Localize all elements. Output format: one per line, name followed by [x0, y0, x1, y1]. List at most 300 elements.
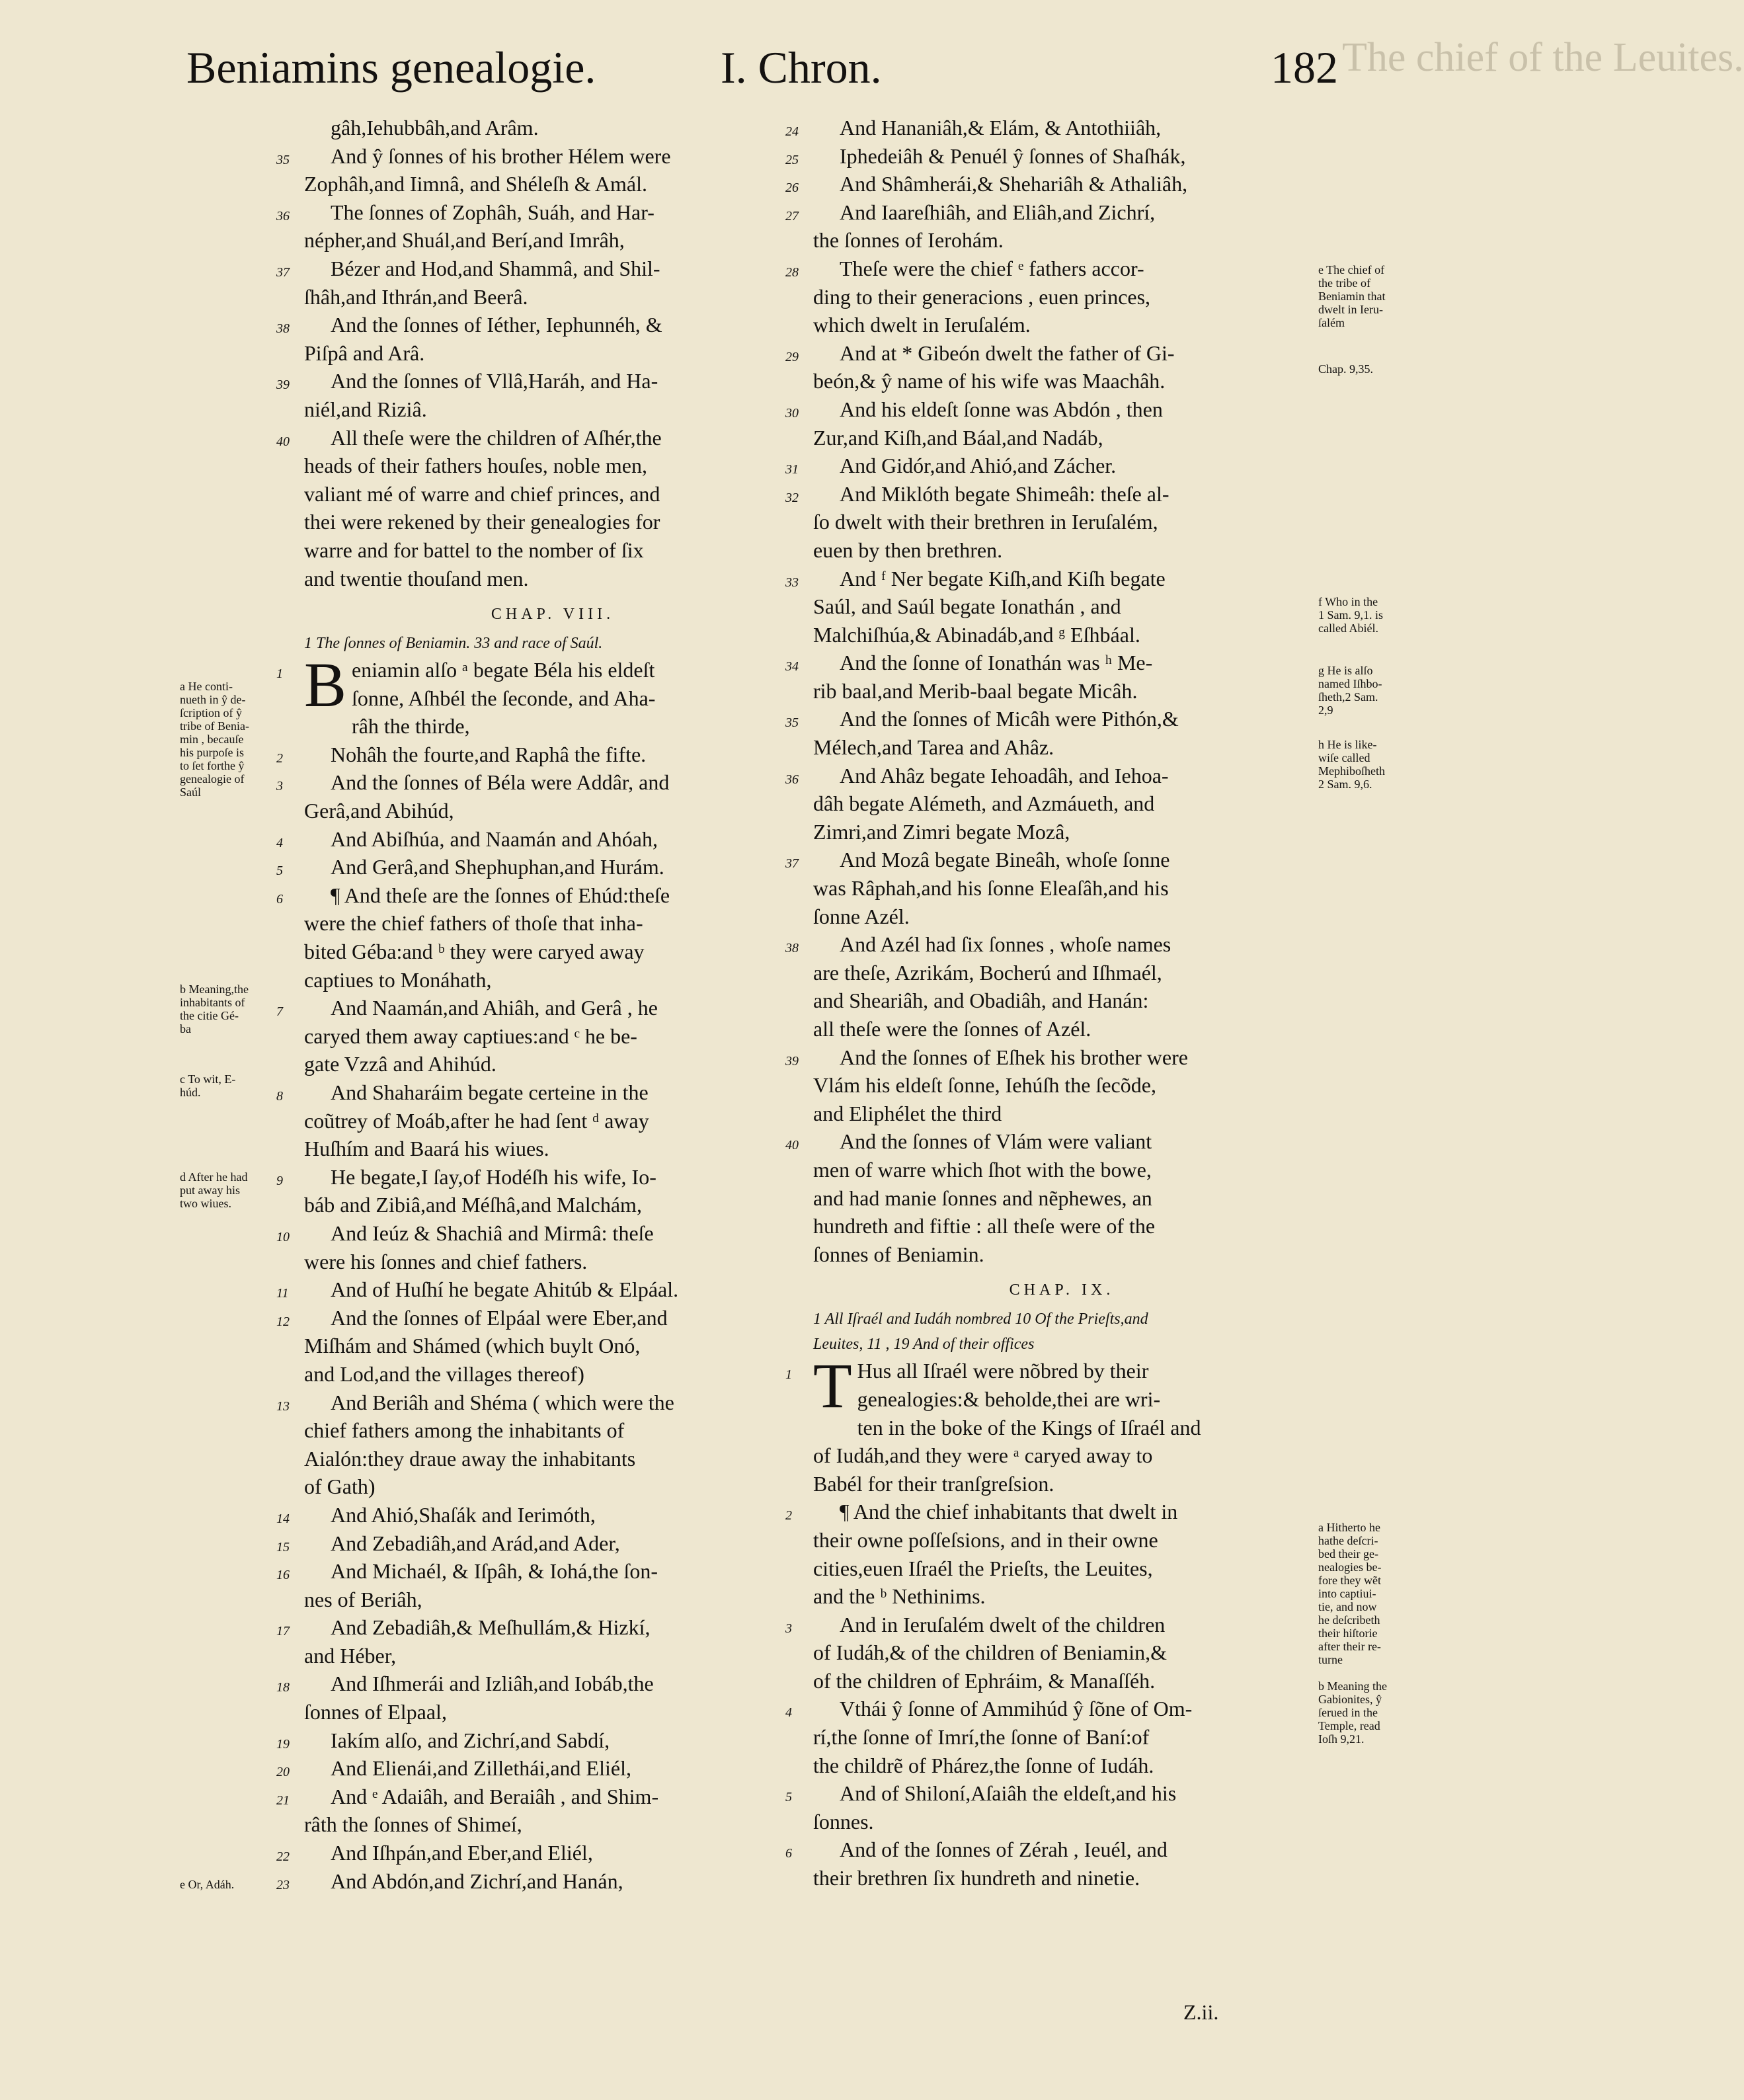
text-line: and the ᵇ Nethinims. — [813, 1584, 986, 1609]
verse — [785, 142, 1310, 171]
verse-number: 16 — [276, 1568, 290, 1583]
text-line: gate Vzzâ and Ahihúd. — [304, 1052, 496, 1076]
verse — [276, 994, 801, 1078]
text-line: Zimri,and Zimri begate Mozâ, — [813, 819, 1070, 844]
text-line: heads of their fathers houſes, noble men, — [304, 454, 647, 478]
verse — [276, 424, 801, 593]
verse-number: 26 — [785, 181, 799, 196]
margin-note — [180, 1878, 234, 1891]
text-line: Theſe were the chief ᵉ fathers accor- — [840, 256, 1144, 280]
text-line: Mélech,and Tarea and Ahâz. — [813, 735, 1054, 760]
margin-note-line: b Meaning the — [1318, 1679, 1387, 1693]
text-line: which dwelt in Ieruſalém. — [813, 313, 1031, 337]
verse — [785, 846, 1310, 930]
margin-note-line: dwelt in Ieru- — [1318, 303, 1383, 316]
verse-number: 9 — [276, 1173, 283, 1188]
text-line: And Mozâ begate Bineâh, whoſe ſonne — [840, 848, 1170, 872]
verse — [276, 1557, 801, 1613]
verse-number: 6 — [276, 891, 283, 907]
margin-note-line: into captiui- — [1318, 1587, 1376, 1600]
margin-note-line: a He conti- — [180, 680, 233, 693]
margin-note-line: ſcription of ŷ — [180, 706, 242, 719]
verse-number: 17 — [276, 1624, 290, 1639]
text-line: And at * Gibeón dwelt the father of Gi- — [840, 341, 1175, 365]
verse-number: 2 — [785, 1508, 792, 1523]
verse-number: 24 — [785, 124, 799, 139]
text-line: And the ſonnes of Vllâ,Haráh, and Ha- — [331, 369, 658, 393]
text-line: Babél for their tranſgreſsion. — [813, 1471, 1054, 1496]
text-line: Aialón:they draue away the inhabitants — [304, 1446, 636, 1471]
text-line: the ſonnes of Ierohám. — [813, 228, 1004, 253]
verse — [276, 649, 801, 741]
margin-note-line: to ſet forthe ŷ — [180, 759, 245, 772]
verse — [785, 480, 1310, 565]
verse — [276, 198, 801, 255]
margin-note-line: hathe deſcri- — [1318, 1534, 1378, 1547]
page-number: 182 — [1271, 42, 1338, 93]
text-line: ten in the boke of the Kings of Iſraél and — [857, 1415, 1201, 1439]
text-line: And Elienái,and Zillethái,and Eliél, — [331, 1756, 631, 1781]
text-line: and Sheariâh, and Obadiâh, and Hanán: — [813, 989, 1149, 1013]
margin-note-line: Gabionites, ŷ — [1318, 1693, 1382, 1706]
verse — [785, 395, 1310, 452]
margin-note-line: genealogie of — [180, 772, 245, 786]
margin-note-line: Chap. 9,35. — [1318, 362, 1373, 376]
text-line: Iakím alſo, and Zichrí,and Sabdí, — [331, 1728, 610, 1752]
verse-number: 27 — [785, 208, 799, 223]
margin-note — [180, 983, 249, 1035]
text-line: And Iaareſhiâh, and Eliâh,and Zichrí, — [840, 200, 1156, 224]
margin-note-line: nealogies be- — [1318, 1560, 1382, 1574]
margin-note-line: named Iſhbo- — [1318, 677, 1382, 690]
verse — [785, 1127, 1310, 1268]
text-line: And ᵉ Adaiâh, and Beraiâh , and Shim- — [331, 1784, 659, 1808]
drop-capital: T — [813, 1350, 852, 1422]
verse-number: 25 — [785, 152, 799, 167]
text-line: And Iſhmerái and Izliâh,and Iobáb,the — [331, 1672, 654, 1696]
chapter-9-verses — [785, 1350, 1310, 1892]
chapter-8-verses — [276, 649, 801, 1895]
text-line: rib baal,and Merib-baal begate Micâh. — [813, 678, 1138, 703]
verse — [785, 1779, 1310, 1836]
margin-note-line: tribe of Benia- — [180, 719, 249, 733]
text-line: And Iſhpán,and Eber,and Eliél, — [331, 1841, 593, 1865]
verse-number: 34 — [785, 659, 799, 674]
margin-note-line: wiſe called — [1318, 751, 1370, 764]
verse — [276, 311, 801, 367]
text-line: And the ſonne of Ionathán was ʰ Me- — [840, 651, 1153, 675]
verse — [276, 1867, 801, 1896]
margin-note-line: tie, and now — [1318, 1600, 1377, 1613]
text-line: And Michaél, & Iſpâh, & Iohá,the ſon- — [331, 1559, 658, 1584]
verse — [276, 367, 801, 423]
verse-number: 38 — [785, 941, 799, 956]
verse-number: 18 — [276, 1680, 290, 1695]
text-line: He begate,I ſay,of Hodéſh his wife, Io- — [331, 1164, 656, 1189]
text-line: Zophâh,and Iimnâ, and Shéleſh & Amál. — [304, 172, 647, 196]
verse — [276, 1389, 801, 1501]
margin-note-line: called Abiél. — [1318, 622, 1378, 635]
text-line: népher,and Shuál,and Berí,and Imrâh, — [304, 228, 625, 253]
text-line: And in Ieruſalém dwelt of the children — [840, 1612, 1166, 1636]
verse-number: 32 — [785, 490, 799, 505]
signature-mark: Z.ii. — [1183, 2000, 1219, 2024]
text-line: eniamin alſo ᵃ begate Béla his eldeſt — [352, 658, 655, 682]
verse-number: 40 — [785, 1138, 799, 1153]
text-line: thei were rekened by their genealogies for — [304, 510, 660, 534]
margin-note — [180, 1072, 235, 1099]
verse — [785, 649, 1310, 705]
verse — [785, 930, 1310, 1043]
text-line: genealogies:& beholde,thei are wri- — [857, 1387, 1161, 1411]
text-line: râh the thirde, — [352, 714, 470, 739]
verse — [276, 1839, 801, 1867]
running-title: Beniamins genealogie. — [186, 42, 596, 93]
chapter-7-continuation — [276, 114, 801, 592]
verse — [276, 1670, 801, 1726]
margin-note-line: Ioſh 9,21. — [1318, 1732, 1365, 1746]
text-line: And Miklóth begate Shimeâh: theſe al- — [840, 481, 1169, 506]
verse — [276, 1219, 801, 1275]
verse-number: 14 — [276, 1511, 290, 1526]
text-line: coũtrey of Moáb,after he had ſent ᵈ away — [304, 1108, 649, 1133]
margin-note-line: after their re- — [1318, 1640, 1381, 1653]
text-line: Iphedeiâh & Penuél ŷ ſonnes of Shaſhák, — [840, 143, 1186, 168]
text-line: ſonne, Aſhbél the ſeconde, and Aha- — [352, 686, 656, 710]
verse — [785, 1611, 1310, 1695]
verse-number: 29 — [785, 349, 799, 364]
text-line: Malchiſhúa,& Abinadáb,and ᵍ Eſhbáal. — [813, 622, 1140, 647]
verse — [304, 114, 801, 142]
text-line: Gerâ,and Abihúd, — [304, 799, 454, 823]
text-line: And the ſonnes of Béla were Addâr, and — [331, 770, 670, 795]
verse-number: 1 — [276, 666, 283, 682]
verse-number: 5 — [785, 1790, 792, 1805]
verse-number: 31 — [785, 462, 799, 477]
verse — [785, 114, 1310, 142]
right-column — [785, 114, 1310, 1892]
text-line: and twentie thouſand men. — [304, 566, 529, 590]
text-line: was Râphah,and his ſonne Eleaſâh,and his — [813, 876, 1169, 901]
text-line: And of Shiloní,Aſaiâh the eldeſt,and his — [840, 1781, 1177, 1806]
text-line: And Beriâh and Shéma ( which were the — [331, 1390, 674, 1414]
margin-note-line: a Hitherto he — [1318, 1521, 1380, 1534]
verse-number: 13 — [276, 1398, 290, 1414]
chapter-heading-9: CHAP. IX. — [1009, 1281, 1115, 1299]
verse — [276, 1304, 801, 1389]
verse-number: 35 — [276, 152, 290, 167]
verse-number: 2 — [276, 750, 283, 766]
verse — [276, 1078, 801, 1163]
text-line: warre and for battel to the nomber of ſix — [304, 538, 644, 562]
text-line: gâh,Iehubbâh,and Arâm. — [331, 116, 539, 140]
text-line: Bézer and Hod,and Shammâ, and Shil- — [331, 256, 660, 280]
verse — [785, 705, 1310, 761]
text-line: ſonnes of Elpaal, — [304, 1700, 447, 1724]
text-line: And Gerâ,and Shephuphan,and Hurám. — [331, 855, 664, 879]
margin-note-line: inhabitants of — [180, 996, 245, 1009]
verse-number: 4 — [276, 835, 283, 850]
verse-number: 1 — [785, 1367, 792, 1383]
margin-note-line: e The chief of — [1318, 263, 1385, 276]
margin-note-line: their hiſtorie — [1318, 1627, 1378, 1640]
margin-note-line: the tribe of — [1318, 276, 1370, 290]
verse — [276, 1163, 801, 1219]
verse-number: 8 — [276, 1089, 283, 1104]
text-line: ding to their generacions , euen princes, — [813, 284, 1151, 309]
verse — [276, 1783, 801, 1839]
margin-note — [1318, 362, 1373, 376]
text-line: ſo dwelt with their brethren in Ieruſalém, — [813, 510, 1158, 534]
text-line: beón,& ŷ name of his wife was Maachâh. — [813, 369, 1166, 393]
margin-note-line: h He is like- — [1318, 738, 1377, 751]
chapter-argument-8: 1 The ſonnes of Beniamin. 33 and race of Saúl. — [304, 635, 603, 653]
text-line: And Ieúz & Shachiâ and Mirmâ: theſe — [331, 1221, 654, 1245]
text-line: Vlám his eldeſt ſonne, Iehúſh the ſecõde, — [813, 1073, 1156, 1098]
verse — [785, 339, 1310, 395]
text-line: râth the ſonnes of Shimeí, — [304, 1812, 522, 1837]
verse-number: 23 — [276, 1877, 290, 1892]
verse — [276, 853, 801, 881]
margin-note-line: ſheth,2 Sam. — [1318, 690, 1378, 704]
text-line: are theſe, Azrikám, Bocherú and Iſhmaél, — [813, 960, 1162, 985]
margin-note-line: the citie Gé- — [180, 1009, 239, 1022]
text-line: And Hananiâh,& Elám, & Antothiiâh, — [840, 116, 1162, 140]
text-line: báb and Zibiâ,and Méſhâ,and Malchám, — [304, 1193, 642, 1217]
verse-number: 40 — [276, 434, 290, 449]
margin-note-line: min , becauſe — [180, 733, 244, 746]
verse-number: 11 — [276, 1286, 289, 1301]
chapter-heading-8: CHAP. VIII. — [491, 606, 615, 624]
text-line: of Iudáh,& of the children of Beniamin,& — [813, 1640, 1167, 1665]
margin-note-line: ſerued in the — [1318, 1706, 1378, 1719]
verse-number: 30 — [785, 405, 799, 421]
verse-number: 3 — [276, 779, 283, 794]
verse-number: 19 — [276, 1736, 290, 1752]
margin-note — [1318, 263, 1385, 329]
text-line: And Ahió,Shaſák and Ierimóth, — [331, 1502, 596, 1527]
text-line: And the ſonnes of Vlám were valiant — [840, 1129, 1152, 1154]
text-line: hundreth and fiftie : all theſe were of the — [813, 1214, 1156, 1238]
margin-note-line: ba — [180, 1022, 191, 1035]
verse — [276, 1613, 801, 1670]
text-line: ſonnes of Beniamin. — [813, 1242, 984, 1266]
text-line: All theſe were the children of Aſhér,the — [331, 425, 662, 450]
margin-note-line: g He is alſo — [1318, 664, 1373, 677]
drop-capital: B — [304, 649, 347, 721]
text-line: valiant mé of warre and chief princes, and — [304, 481, 660, 506]
verse-number: 39 — [785, 1053, 799, 1069]
margin-note — [180, 680, 249, 799]
text-line: And Abiſhúa, and Naamán and Ahóah, — [331, 827, 658, 851]
text-line: of the children of Ephráim, & Manaſſéh. — [813, 1668, 1156, 1693]
text-line: ſonne Azél. — [813, 904, 910, 928]
verse — [276, 741, 801, 769]
text-line: the childrẽ of Phárez,the ſonne of Iudáh. — [813, 1753, 1154, 1777]
verse — [785, 1350, 1310, 1498]
bleed-through-text: The chief of the Leuites. — [1342, 35, 1744, 80]
chapter-argument-9-line-1: 1 All Iſraél and Iudáh nombred 10 Of the Prieſts,and — [813, 1311, 1148, 1328]
text-line: And Gidór,and Ahió,and Zácher. — [840, 454, 1117, 478]
verse — [785, 255, 1310, 339]
verse — [785, 452, 1310, 480]
margin-note-line: húd. — [180, 1086, 201, 1099]
verse — [785, 1695, 1310, 1779]
text-line: cities,euen Iſraél the Prieſts, the Leuites, — [813, 1556, 1153, 1580]
margin-note-line: 2,9 — [1318, 704, 1333, 717]
margin-note — [1318, 1679, 1387, 1746]
margin-note-line: Temple, read — [1318, 1719, 1380, 1732]
margin-note-line: nueth in ŷ de- — [180, 693, 246, 706]
verse-number: 3 — [785, 1621, 792, 1636]
margin-note-line: d After he had — [180, 1170, 248, 1184]
text-line: And the ſonnes of Iéther, Iephunnéh, & — [331, 313, 662, 337]
verse-number: 37 — [276, 264, 290, 280]
text-line: were his ſonnes and chief fathers. — [304, 1249, 588, 1273]
text-line: And Abdón,and Zichrí,and Hanán, — [331, 1869, 623, 1893]
margin-note-line: bed their ge- — [1318, 1547, 1378, 1560]
text-line: And Naamán,and Ahiâh, and Gerâ , he — [331, 996, 658, 1020]
text-line: And Ahâz begate Iehoadâh, and Iehoa- — [840, 763, 1169, 788]
verse — [276, 768, 801, 825]
verse-number: 12 — [276, 1314, 290, 1329]
text-line: men of warre which ſhot with the bowe, — [813, 1157, 1152, 1182]
text-line: and had manie ſonnes and nẽphewes, an — [813, 1186, 1152, 1210]
margin-note-line: b Meaning,the — [180, 983, 249, 996]
margin-note-line: his purpoſe is — [180, 746, 244, 759]
margin-note-line: 2 Sam. 9,6. — [1318, 778, 1372, 791]
text-line: Huſhím and Baará his wiues. — [304, 1137, 549, 1161]
text-line: And Zebadiâh,& Meſhullám,& Hizkí, — [331, 1615, 651, 1640]
text-line: all theſe were the ſonnes of Azél. — [813, 1017, 1091, 1041]
text-line: bited Géba:and ᵇ they were caryed away — [304, 940, 645, 964]
margin-note-line: put away his — [180, 1184, 240, 1197]
verse-number: 5 — [276, 864, 283, 879]
text-line: were the chief fathers of thoſe that inha- — [304, 911, 643, 936]
text-line: dâh begate Alémeth, and Azmáueth, and — [813, 791, 1155, 816]
text-line: And Shâmherái,& Shehariâh & Athaliâh, — [840, 172, 1188, 196]
text-line: chief fathers among the inhabitants of — [304, 1418, 625, 1443]
text-line: And the ſonnes of Eſhek his brother were — [840, 1045, 1188, 1069]
margin-note-line: Saúl — [180, 786, 202, 799]
verse — [276, 1275, 801, 1304]
text-line: ¶ And theſe are the ſonnes of Ehúd:theſe — [331, 883, 670, 907]
text-line: their brethren ſix hundreth and ninetie. — [813, 1866, 1140, 1890]
verse-number: 4 — [785, 1705, 792, 1720]
text-line: And Shaharáim begate certeine in the — [331, 1080, 649, 1104]
text-line: ¶ And the chief inhabitants that dwelt in — [840, 1500, 1178, 1524]
text-line: of Iudáh,and they were ᵃ caryed away to — [813, 1443, 1153, 1468]
text-line: And ᶠ Ner begate Kiſh,and Kiſh begate — [840, 566, 1166, 590]
text-line: And of Huſhí he begate Ahitúb & Elpáal. — [331, 1277, 679, 1302]
verse-number: 36 — [785, 772, 799, 787]
verse-number: 7 — [276, 1004, 283, 1020]
text-line: ſhâh,and Ithrán,and Beerâ. — [304, 284, 528, 309]
text-line: and Eliphélet the third — [813, 1101, 1002, 1125]
chapter-8-continuation — [785, 114, 1310, 1268]
verse-number: 33 — [785, 575, 799, 590]
margin-note-line: turne — [1318, 1653, 1343, 1666]
verse-number: 15 — [276, 1539, 290, 1555]
verse — [276, 1501, 801, 1529]
text-line: Hus all Iſraél were nõbred by their — [857, 1359, 1149, 1383]
text-line: and Héber, — [304, 1643, 397, 1668]
text-line: The ſonnes of Zophâh, Suáh, and Har- — [331, 200, 654, 224]
verse-number: 35 — [785, 715, 799, 731]
text-line: And the ſonnes of Micâh were Pithón,& — [840, 707, 1179, 731]
text-line: of Gath) — [304, 1474, 376, 1499]
margin-note-line: e Or, Adáh. — [180, 1878, 235, 1891]
verse — [276, 1529, 801, 1558]
margin-note — [1318, 1521, 1381, 1666]
verse — [276, 825, 801, 854]
verse — [276, 1726, 801, 1755]
verse — [785, 1498, 1310, 1610]
text-line: their owne poſſeſsions, and in their owne — [813, 1527, 1158, 1552]
text-line: niél,and Riziâ. — [304, 397, 427, 421]
margin-note-line: two wiues. — [180, 1197, 231, 1210]
verse-number: 6 — [785, 1846, 792, 1861]
margin-note-line: c To wit, E- — [180, 1072, 236, 1086]
margin-note-line: Mephiboſheth — [1318, 764, 1385, 778]
margin-note-line: f Who in the — [1318, 595, 1378, 608]
text-line: rí,the ſonne of Imrí,the ſonne of Baní:of — [813, 1725, 1150, 1750]
text-line: Nohâh the fourte,and Raphâ the fifte. — [331, 742, 647, 766]
margin-note-line: he deſcribeth — [1318, 1613, 1380, 1627]
text-line: nes of Beriâh, — [304, 1587, 422, 1611]
text-line: euen by then brethren. — [813, 538, 1003, 562]
text-line: And the ſonnes of Elpáal were Eber,and — [331, 1305, 668, 1330]
margin-note — [180, 1170, 247, 1210]
margin-note — [1318, 664, 1382, 717]
text-line: And his eldeſt ſonne was Abdón , then — [840, 397, 1163, 421]
verse-number: 22 — [276, 1849, 290, 1865]
book-title: I. Chron. — [721, 42, 882, 93]
text-line: and Lod,and the villages thereof) — [304, 1361, 584, 1386]
chapter-argument-9-line-2: Leuites, 11 , 19 And of their offices — [813, 1336, 1035, 1353]
margin-note-line: 1 Sam. 9,1. is — [1318, 608, 1384, 622]
text-line: And of the ſonnes of Zérah , Ieuél, and — [840, 1838, 1168, 1862]
text-line: And Azél had ſix ſonnes , whoſe names — [840, 932, 1171, 957]
margin-note-line: fore they wẽt — [1318, 1574, 1381, 1587]
verse-number: 37 — [785, 856, 799, 871]
verse — [276, 142, 801, 198]
margin-note — [1318, 738, 1385, 791]
verse — [276, 1754, 801, 1783]
left-column — [276, 114, 801, 1895]
text-line: And ŷ ſonnes of his brother Hélem were — [331, 143, 671, 168]
verse-number: 36 — [276, 208, 290, 223]
margin-note-line: Beniamin that — [1318, 290, 1386, 303]
text-line: captiues to Monáhath, — [304, 967, 492, 992]
verse — [785, 198, 1310, 255]
margin-note-line: ſalém — [1318, 316, 1345, 329]
verse — [785, 565, 1310, 649]
text-line: Saúl, and Saúl begate Ionathán , and — [813, 594, 1121, 619]
verse-number: 28 — [785, 264, 799, 280]
text-line: And Zebadiâh,and Arád,and Ader, — [331, 1531, 620, 1555]
verse — [276, 881, 801, 994]
text-line: Miſhám and Shámed (which buylt Onó, — [304, 1334, 641, 1358]
verse-number: 21 — [276, 1793, 290, 1808]
verse-number: 10 — [276, 1229, 290, 1244]
verse — [785, 1836, 1310, 1892]
verse — [785, 1043, 1310, 1128]
verse-number: 20 — [276, 1765, 290, 1780]
verse — [785, 170, 1310, 198]
verse-number: 39 — [276, 378, 290, 393]
text-line: Zur,and Kiſh,and Báal,and Nadáb, — [813, 425, 1103, 450]
